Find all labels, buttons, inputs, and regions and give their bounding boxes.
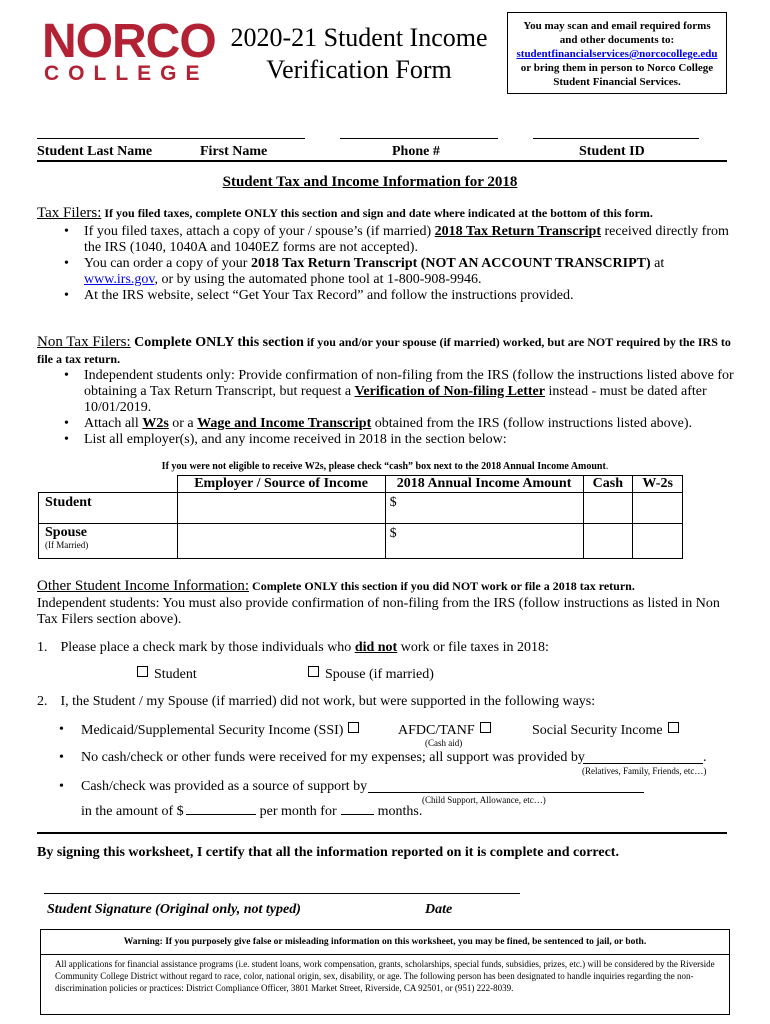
bullet-text: at xyxy=(650,256,665,271)
list-item xyxy=(37,368,737,416)
student-cash-cell[interactable] xyxy=(583,493,633,524)
section-divider xyxy=(37,832,727,834)
certification-statement: By signing this worksheet, I certify that all the information reported on it is complete and correct. xyxy=(37,845,619,860)
bullet-text: At the IRS website, select “Get Your Tax Record” and follow the instructions provided. xyxy=(84,288,574,303)
title-line-1: 2020-21 Student Income xyxy=(230,23,488,52)
student-employer-cell[interactable] xyxy=(177,493,385,524)
spouse-amount-cell[interactable]: $ xyxy=(385,524,583,559)
scanbox-line-1: You may scan and email required forms xyxy=(523,20,711,32)
spouse-checkbox[interactable] xyxy=(308,666,319,677)
per-month-label: per month for xyxy=(259,804,337,819)
first-name-label: First Name xyxy=(200,144,268,159)
social-security-checkbox[interactable] xyxy=(668,722,679,733)
question-1-number: 1. xyxy=(37,640,48,655)
question-1-emphasis: did not xyxy=(354,640,398,655)
question-2-text: I, the Student / my Spouse (if married) did not work, but were supported in the following ways: xyxy=(60,694,596,709)
list-item: • xyxy=(59,779,64,794)
tax-section-heading: Student Tax and Income Information for 2018 xyxy=(222,174,518,190)
bullet-text: Attach all xyxy=(84,416,143,431)
bullet-text: If you filed taxes, attach a copy of your / spouse’s (if married) xyxy=(84,224,435,239)
no-cash-end: . xyxy=(703,750,707,765)
disclaimer-text: All applications for financial assistance programs (i.e. student loans, work compensation, grants, scholarships, special funds, subsidies, prizes, etc.) will be considered by the Riverside Community College District without regard to race, color, national origin, sex, disability, or age. The following person has been designated to handle inquiries regarding the non-discrimination policies or practices: District Compliance Officer, 3801 Market Street, Riverside, CA 92501, or (951) 222-8039. xyxy=(55,959,715,993)
last-name-label: Student Last Name xyxy=(37,144,153,159)
header-amount: 2018 Annual Income Amount xyxy=(385,476,583,493)
amount-label: in the amount of $ xyxy=(81,804,184,819)
bullet-text: or a xyxy=(168,416,198,431)
row-label-spouse-sub: (If Married) xyxy=(45,540,89,550)
child-support-note: (Child Support, Allowance, etc…) xyxy=(422,795,546,805)
social-security-option[interactable] xyxy=(532,722,679,739)
row-label-spouse: Spouse xyxy=(45,525,88,540)
question-2 xyxy=(37,694,595,710)
student-amount-cell[interactable]: $ xyxy=(385,493,583,524)
non-tax-intro-text: if you and/or your spouse (if married) worked, but are NOT required by the IRS to file a tax return. xyxy=(37,335,731,366)
irs-link[interactable]: www.irs.gov xyxy=(84,272,155,287)
table-row xyxy=(39,493,683,524)
header-cash: Cash xyxy=(583,476,633,493)
phone-field-line[interactable] xyxy=(340,138,498,139)
scanbox-line-2: and other documents to: xyxy=(559,34,675,46)
option-student-label: Student xyxy=(154,667,197,682)
cash-note-end: . xyxy=(605,461,609,472)
non-tax-filers-section xyxy=(37,334,737,448)
scanbox-line-3: or bring them in person to Norco College xyxy=(520,62,714,74)
bullet-emphasis: Wage and Income Transcript xyxy=(197,416,372,431)
tax-filers-label: Tax Filers: xyxy=(37,205,102,221)
amount-field[interactable] xyxy=(186,814,256,815)
amount-line xyxy=(81,804,422,820)
question-2-number: 2. xyxy=(37,694,48,709)
months-field[interactable] xyxy=(341,814,374,815)
tax-filers-section xyxy=(37,205,737,304)
table-row xyxy=(39,524,683,559)
afdc-label: AFDC/TANF xyxy=(398,723,475,738)
submission-instructions-box xyxy=(507,12,727,94)
afdc-checkbox[interactable] xyxy=(480,722,491,733)
table-corner xyxy=(39,476,178,493)
income-table xyxy=(38,475,683,559)
row-label-student: Student xyxy=(39,493,178,524)
cash-note xyxy=(0,461,770,472)
question-1-text-end: work or file taxes in 2018: xyxy=(397,640,549,655)
email-link[interactable]: studentfinancialservices@norcocollege.edu xyxy=(516,48,718,60)
question-1-text: Please place a check mark by those individuals who xyxy=(60,640,355,655)
bullet-text: received directly from the IRS (1040, 1040A and 1040EZ forms are not accepted). xyxy=(84,224,729,255)
cash-note-text: If you were not eligible to receive W2s, please check “cash” box next to the 2018 Annual Income Amount xyxy=(161,461,606,472)
list-item: • xyxy=(59,722,64,737)
question-1 xyxy=(37,640,549,656)
row-label-spouse-cell xyxy=(39,524,178,559)
bullet-emphasis: 2018 Tax Return Transcript xyxy=(434,224,602,239)
bullet-text: obtained from the IRS (follow instructions listed above). xyxy=(371,416,693,431)
non-tax-filers-intro xyxy=(37,334,737,367)
social-security-label: Social Security Income xyxy=(532,723,663,738)
list-item xyxy=(37,288,737,304)
bullet-text: List all employer(s), and any income received in 2018 in the section below: xyxy=(84,432,507,447)
list-item xyxy=(37,432,737,448)
other-income-label: Other Student Income Information: xyxy=(37,578,250,594)
bullet-emphasis: 2018 Tax Return Transcript (NOT AN ACCOUNT TRANSCRIPT) xyxy=(250,256,651,271)
bullet-text: You can order a copy of your xyxy=(84,256,251,271)
other-income-note: Independent students: You must also provide confirmation of non-filing from the IRS (follow instructions as listed in Non Tax Filers section above). xyxy=(37,596,720,627)
non-tax-filers-label: Non Tax Filers: xyxy=(37,334,131,350)
bullet-text: , or by using the automated phone tool at 1-800-908-9946. xyxy=(154,272,482,287)
afdc-option[interactable] xyxy=(398,722,491,739)
scanbox-line-4: Student Financial Services. xyxy=(553,76,681,88)
option-spouse-label: Spouse (if married) xyxy=(325,667,434,682)
student-w2-cell[interactable] xyxy=(633,493,683,524)
ssi-label: Medicaid/Supplemental Security Income (SSI) xyxy=(81,723,344,738)
signature-label: Student Signature (Original only, not typed) xyxy=(47,902,301,917)
college-logo-subtitle: COLLEGE xyxy=(44,62,209,85)
no-cash-statement: No cash/check or other funds were received for my expenses; all support was provided by xyxy=(81,750,585,765)
legal-notice-box xyxy=(40,929,730,1015)
student-id-label: Student ID xyxy=(579,144,645,159)
spouse-cash-cell[interactable] xyxy=(583,524,633,559)
title-line-2: Verification Form xyxy=(266,55,452,84)
spouse-w2-cell[interactable] xyxy=(633,524,683,559)
cash-aid-note: (Cash aid) xyxy=(425,738,463,748)
date-label: Date xyxy=(425,902,453,917)
cash-support-statement: Cash/check was provided as a source of support by xyxy=(81,779,368,794)
option-student[interactable] xyxy=(137,666,197,683)
bullet-emphasis: W2s xyxy=(142,416,169,431)
table-header-row xyxy=(39,476,683,493)
college-logo-name: NORCO xyxy=(42,15,216,68)
ssi-checkbox[interactable] xyxy=(348,722,359,733)
list-item: • xyxy=(59,750,64,765)
support-source-field[interactable] xyxy=(368,792,644,793)
support-provider-field[interactable] xyxy=(583,763,703,764)
months-label: months. xyxy=(377,804,423,819)
relatives-note: (Relatives, Family, Friends, etc…) xyxy=(582,766,707,776)
other-income-intro xyxy=(37,578,737,594)
tax-filers-intro-text: If you filed taxes, complete ONLY this section and sign and date where indicated at the bottom of this form. xyxy=(101,206,653,220)
other-income-section xyxy=(37,578,737,628)
header-divider xyxy=(37,160,727,162)
ssi-option[interactable] xyxy=(81,722,359,739)
spouse-employer-cell[interactable] xyxy=(177,524,385,559)
header-employer: Employer / Source of Income xyxy=(177,476,385,493)
student-id-field-line[interactable] xyxy=(533,138,699,139)
bullet-text: Independent students only: Provide confirmation of non-filing from the IRS (follow the instructions listed above for obtaining a Tax Return Transcript, but request a xyxy=(84,368,734,399)
signature-line[interactable] xyxy=(44,893,520,894)
list-item xyxy=(37,256,737,288)
phone-label: Phone # xyxy=(392,144,440,159)
tax-filers-intro xyxy=(37,205,737,221)
non-tax-intro-lead: Complete ONLY this section xyxy=(130,335,304,350)
bullet-emphasis: Verification of Non-filing Letter xyxy=(354,384,545,399)
other-income-intro-text: Complete ONLY this section if you did NOT work or file a 2018 tax return. xyxy=(249,579,635,593)
option-spouse[interactable] xyxy=(308,666,434,683)
warning-text: Warning: If you purposely give false or misleading information on this worksheet, you may be fined, be sentenced to jail, or both. xyxy=(123,937,647,947)
student-checkbox[interactable] xyxy=(137,666,148,677)
header-w2: W-2s xyxy=(633,476,683,493)
bullet-text: instead - must be dated after 10/01/2019. xyxy=(84,384,707,415)
page-title xyxy=(214,22,504,86)
list-item xyxy=(37,224,737,256)
list-item xyxy=(37,416,737,432)
name-field-line[interactable] xyxy=(37,138,305,139)
